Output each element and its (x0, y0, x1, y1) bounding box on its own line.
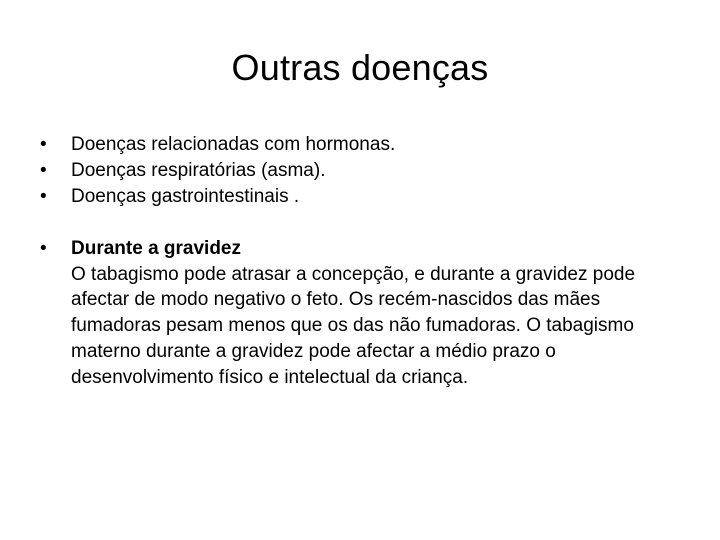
list-spacer (40, 210, 690, 236)
pregnancy-body: O tabagismo pode atrasar a concepção, e durante a gravidez pode afectar de modo negativo o feto. Os recém-nascidos das mães fumadoras pesam menos que os das não fumadoras. O tabagismo materno durante a gravidez pode afectar a médio prazo o desenvolvimento físico e intelectual da criança. (71, 263, 636, 388)
list-item-text: Doenças relacionadas com hormonas. (71, 134, 396, 155)
list-item-pregnancy (40, 236, 690, 390)
bullet-icon: • (40, 134, 47, 155)
list-item (40, 132, 690, 158)
list-item (40, 158, 690, 184)
bullet-icon: • (40, 186, 47, 207)
bullet-icon: • (40, 160, 47, 181)
list-item-text: Doenças respiratórias (asma). (71, 160, 326, 181)
list-item (40, 184, 690, 210)
pregnancy-heading: Durante a gravidez (71, 238, 241, 259)
slide-title: Outras doenças (231, 47, 489, 88)
bullet-icon: • (40, 238, 47, 259)
bullet-list (40, 132, 690, 390)
list-item-text: Doenças gastrointestinais . (71, 186, 300, 207)
